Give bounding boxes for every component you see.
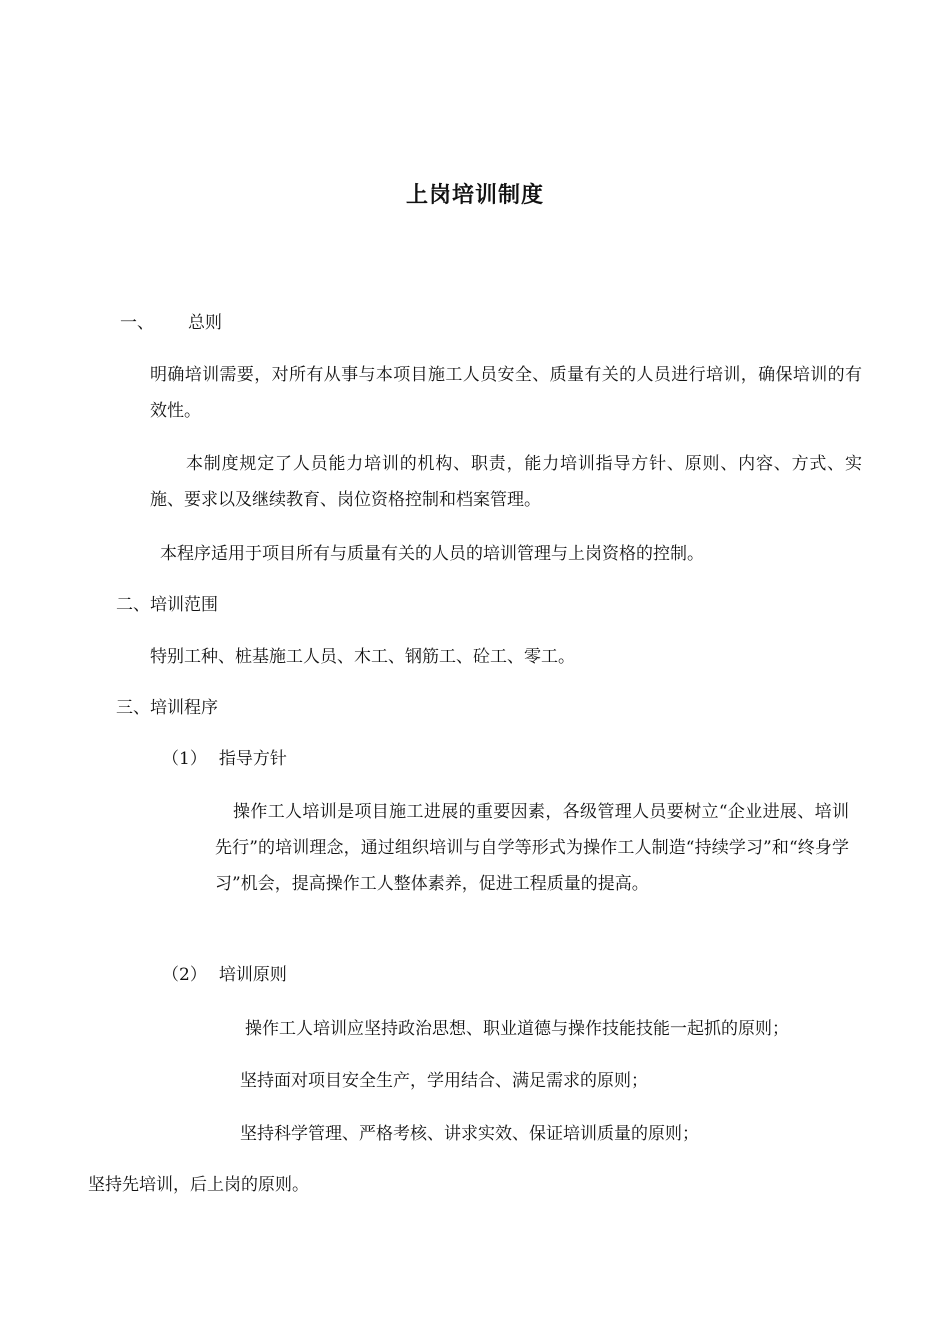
principle-3: 坚持科学管理、严格考核、讲求实效、保证培训质量的原则； <box>240 1124 699 1144</box>
principle-2: 坚持面对项目安全生产，学用结合、满足需求的原则； <box>240 1071 648 1091</box>
principle-1: 操作工人培训应坚持政治思想、职业道德与操作技能技能一起抓的原则； <box>245 1019 789 1039</box>
section-1-number: 一、 <box>120 313 154 333</box>
subsection-2-heading <box>162 957 287 993</box>
section-2-heading: 二、培训范围 <box>116 595 218 615</box>
section-1-title: 总则 <box>188 313 222 333</box>
section-1-paragraph-2: 本制度规定了人员能力培训的机构、职责，能力培训指导方针、原则、内容、方式、实施、要求以及继续教育、岗位资格控制和档案管理。 <box>150 454 862 510</box>
section-1-paragraph-1: 明确培训需要，对所有从事与本项目施工人员安全、质量有关的人员进行培训，确保培训的有效性。 <box>150 365 862 421</box>
section-1-heading <box>120 305 222 341</box>
section-2-paragraph-1: 特别工种、桩基施工人员、木工、钢筋工、砼工、零工。 <box>150 647 575 667</box>
section-1-paragraph-3: 本程序适用于项目所有与质量有关的人员的培训管理与上岗资格的控制。 <box>160 544 704 564</box>
section-3-heading: 三、培训程序 <box>116 698 218 718</box>
subsection-1-paragraph: 操作工人培训是项目施工进展的重要因素，各级管理人员要树立“企业进展、培训先行”的培训理念，通过组织培训与自学等形式为操作工人制造“持续学习”和“终身学习”机会，提高操作工人整体素养，促进工程质量的提高。 <box>215 802 849 894</box>
subsection-2-number: （2） <box>162 965 207 985</box>
subsection-2-title: 培训原则 <box>218 965 287 985</box>
subsection-1-heading <box>162 741 287 777</box>
document-title: 上岗培训制度 <box>405 182 544 208</box>
subsection-1-title: 指导方针 <box>218 749 287 769</box>
principle-4: 坚持先培训，后上岗的原则。 <box>88 1175 309 1195</box>
subsection-1-number: （1） <box>162 749 207 769</box>
